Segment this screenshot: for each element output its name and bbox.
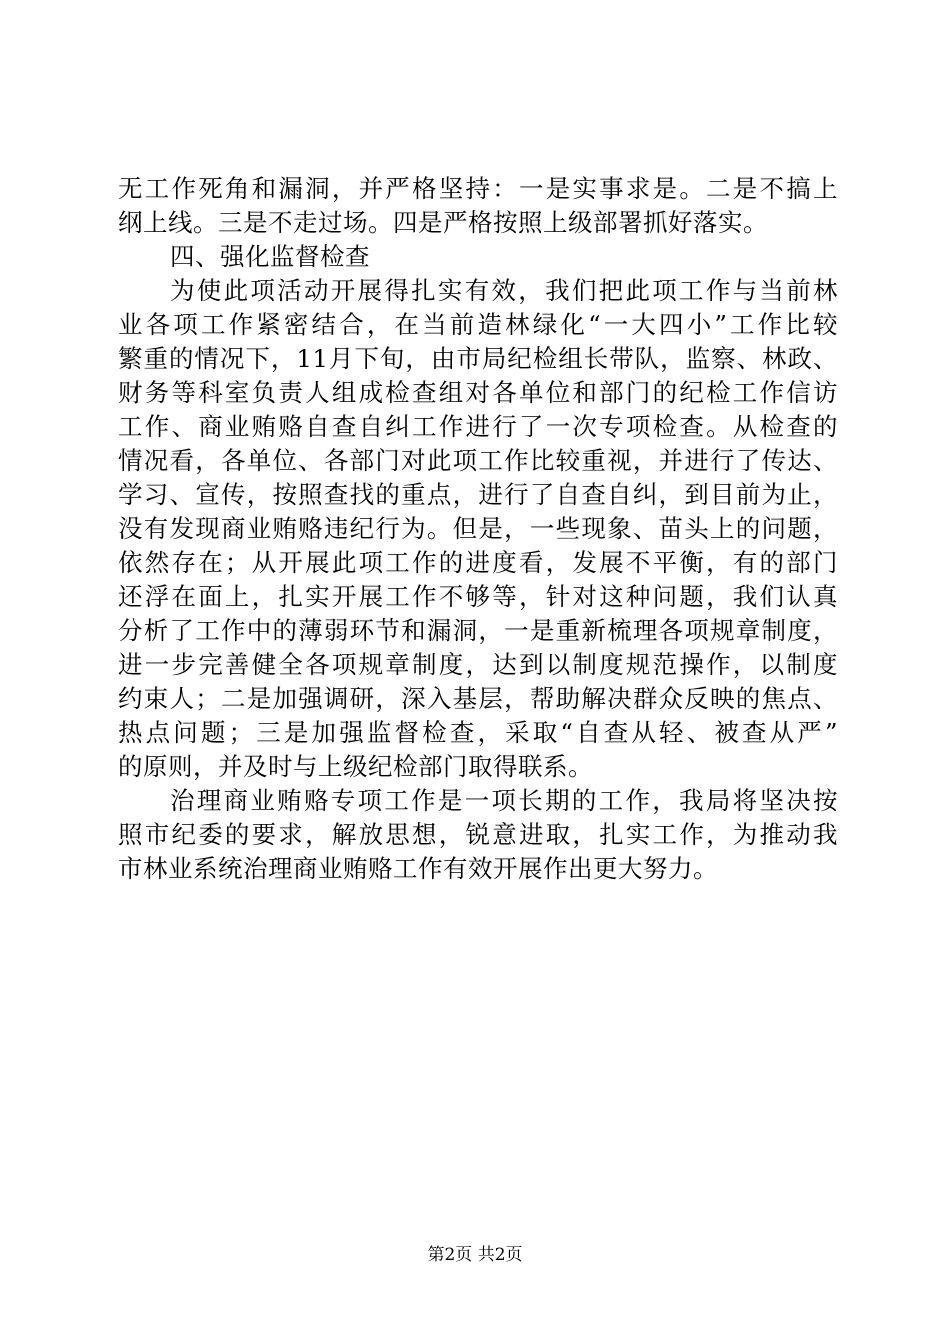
text-line: 纲上线。三是不走过场。四是严格按照上级部署抓好落实。 xyxy=(118,208,768,237)
text-line: 照市纪委的要求，解放思想，锐意进取，扎实工作，为推动我 xyxy=(118,820,838,849)
section-heading: 四、强化监督检查 xyxy=(170,242,370,271)
text-line: 还浮在面上，扎实开展工作不够等，针对这种问题，我们认真 xyxy=(118,582,838,611)
text-line: 为使此项活动开展得扎实有效，我们把此项工作与当前林 xyxy=(170,276,838,305)
text-line: 进一步完善健全各项规章制度，达到以制度规范操作，以制度 xyxy=(118,650,838,679)
document-body xyxy=(118,172,838,886)
text-line: 情况看，各单位、各部门对此项工作比较重视，并进行了传达、 xyxy=(118,446,838,475)
text-line: 治理商业贿赂专项工作是一项长期的工作，我局将坚决按 xyxy=(170,786,838,815)
text-line: 没有发现商业贿赂违纪行为。但是，一些现象、苗头上的问题， xyxy=(118,514,838,543)
text-line: 市林业系统治理商业贿赂工作有效开展作出更大努力。 xyxy=(118,854,718,883)
page-footer: 第2页 共2页 xyxy=(427,1245,523,1265)
text-line: 热点问题；三是加强监督检查，采取“自查从轻、被查从严” xyxy=(118,718,838,747)
text-line: 财务等科室负责人组成检查组对各单位和部门的纪检工作信访 xyxy=(118,378,838,407)
text-line: 繁重的情况下，11月下旬，由市局纪检组长带队，监察、林政、 xyxy=(118,344,838,373)
text-line: 约束人；二是加强调研，深入基层，帮助解决群众反映的焦点、 xyxy=(118,684,838,713)
text-line: 学习、宣传，按照查找的重点，进行了自查自纠，到目前为止， xyxy=(118,480,838,509)
text-line: 业各项工作紧密结合，在当前造林绿化“一大四小”工作比较 xyxy=(118,310,838,339)
text-line: 的原则，并及时与上级纪检部门取得联系。 xyxy=(118,752,593,781)
text-line: 分析了工作中的薄弱环节和漏洞，一是重新梳理各项规章制度， xyxy=(118,616,838,645)
text-line: 无工作死角和漏洞，并严格坚持：一是实事求是。二是不搞上 xyxy=(118,174,838,203)
text-line: 依然存在；从开展此项工作的进度看，发展不平衡，有的部门 xyxy=(118,548,838,577)
text-line: 工作、商业贿赂自查自纠工作进行了一次专项检查。从检查的 xyxy=(118,412,838,441)
